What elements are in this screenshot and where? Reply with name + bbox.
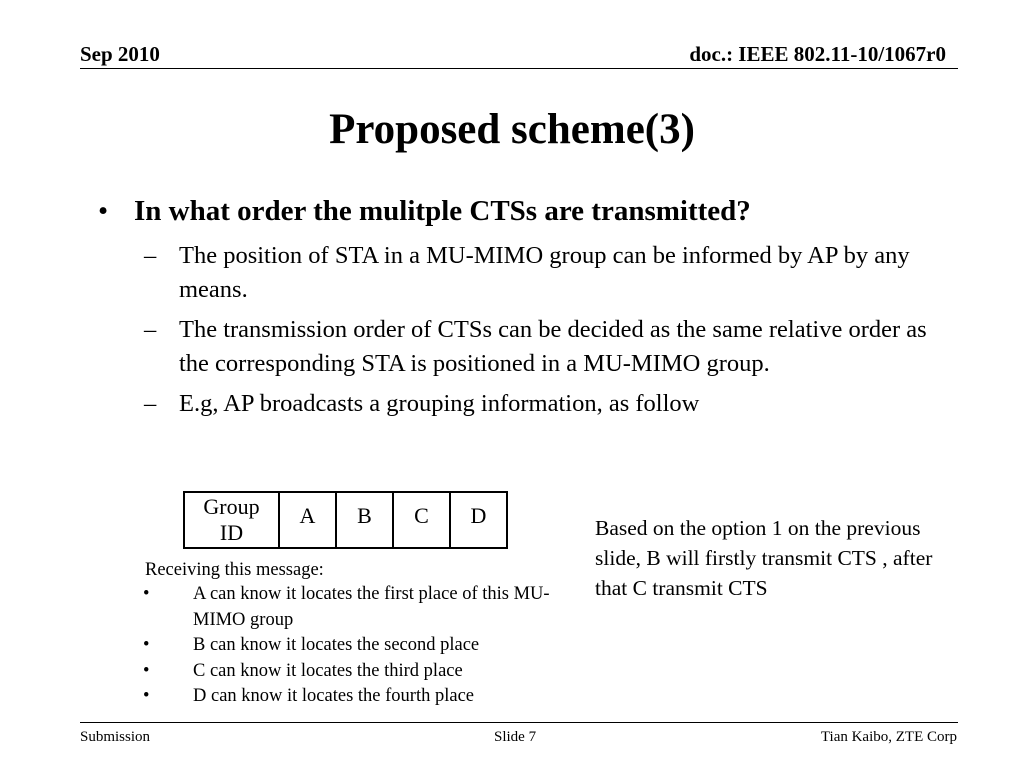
footer-slide-number: Slide 7 [494, 729, 537, 745]
dash-marker: – [144, 316, 157, 343]
footer-rule [80, 722, 958, 723]
dash-marker: – [144, 242, 157, 269]
group-id-cell [184, 492, 279, 548]
sta-cell-b [336, 492, 393, 548]
bullet-marker: • [143, 584, 150, 604]
list-item [143, 659, 563, 685]
list-item-text: A can know it locates the first place of this MU-MIMO group [193, 584, 550, 630]
footer-author: Tian Kaibo, ZTE Corp [820, 729, 957, 745]
sub-bullet-text: E.g, AP broadcasts a grouping information, as follow [179, 390, 700, 417]
footer-submission: Submission [80, 729, 151, 745]
sta-cell-d [450, 492, 507, 548]
header-date: Sep 2010 [80, 42, 160, 66]
grouping-info-table [183, 491, 508, 549]
dash-marker: – [144, 390, 157, 417]
main-bullet-text: In what order the mulitple CTSs are transmitted? [134, 195, 751, 227]
group-id-label-line2: ID [219, 520, 244, 545]
bullet-marker: • [143, 660, 150, 681]
sta-label: C [414, 503, 429, 528]
bullet-marker: • [143, 686, 150, 706]
list-item-text: C can know it locates the third place [193, 660, 463, 681]
list-item [143, 684, 563, 710]
sta-label: B [357, 503, 372, 528]
list-item [143, 582, 563, 633]
sub-bullet [144, 313, 954, 381]
sub-bullet-text: The position of STA in a MU-MIMO group can be informed by AP by any means. [179, 242, 910, 303]
bullet-marker: • [143, 635, 150, 655]
receiving-title: Receiving this message: [145, 560, 324, 580]
header-doc-id: doc.: IEEE 802.11-10/1067r0 [689, 42, 946, 66]
list-item-text: D can know it locates the fourth place [193, 686, 474, 706]
list-item [143, 633, 563, 659]
bullet-marker: • [98, 195, 109, 227]
list-item-text: B can know it locates the second place [193, 635, 480, 655]
sub-bullet [144, 239, 954, 307]
sta-cell-a [279, 492, 336, 548]
side-note: Based on the option 1 on the previous slide, B will firstly transmit CTS , after that C transmit CTS [595, 516, 933, 600]
sta-label: D [470, 503, 487, 528]
sta-label: A [299, 503, 316, 528]
group-id-label-line1: Group [203, 494, 260, 519]
slide-title: Proposed scheme(3) [329, 106, 695, 153]
header-rule [80, 68, 958, 69]
table-row [184, 492, 507, 548]
receiving-list [143, 582, 563, 710]
sub-bullet-text: The transmission order of CTSs can be decided as the same relative order as the corresponding STA is positioned in a MU-MIMO group. [179, 316, 927, 377]
sta-cell-c [393, 492, 450, 548]
sub-bullet-list [144, 239, 954, 427]
sub-bullet [144, 387, 954, 421]
